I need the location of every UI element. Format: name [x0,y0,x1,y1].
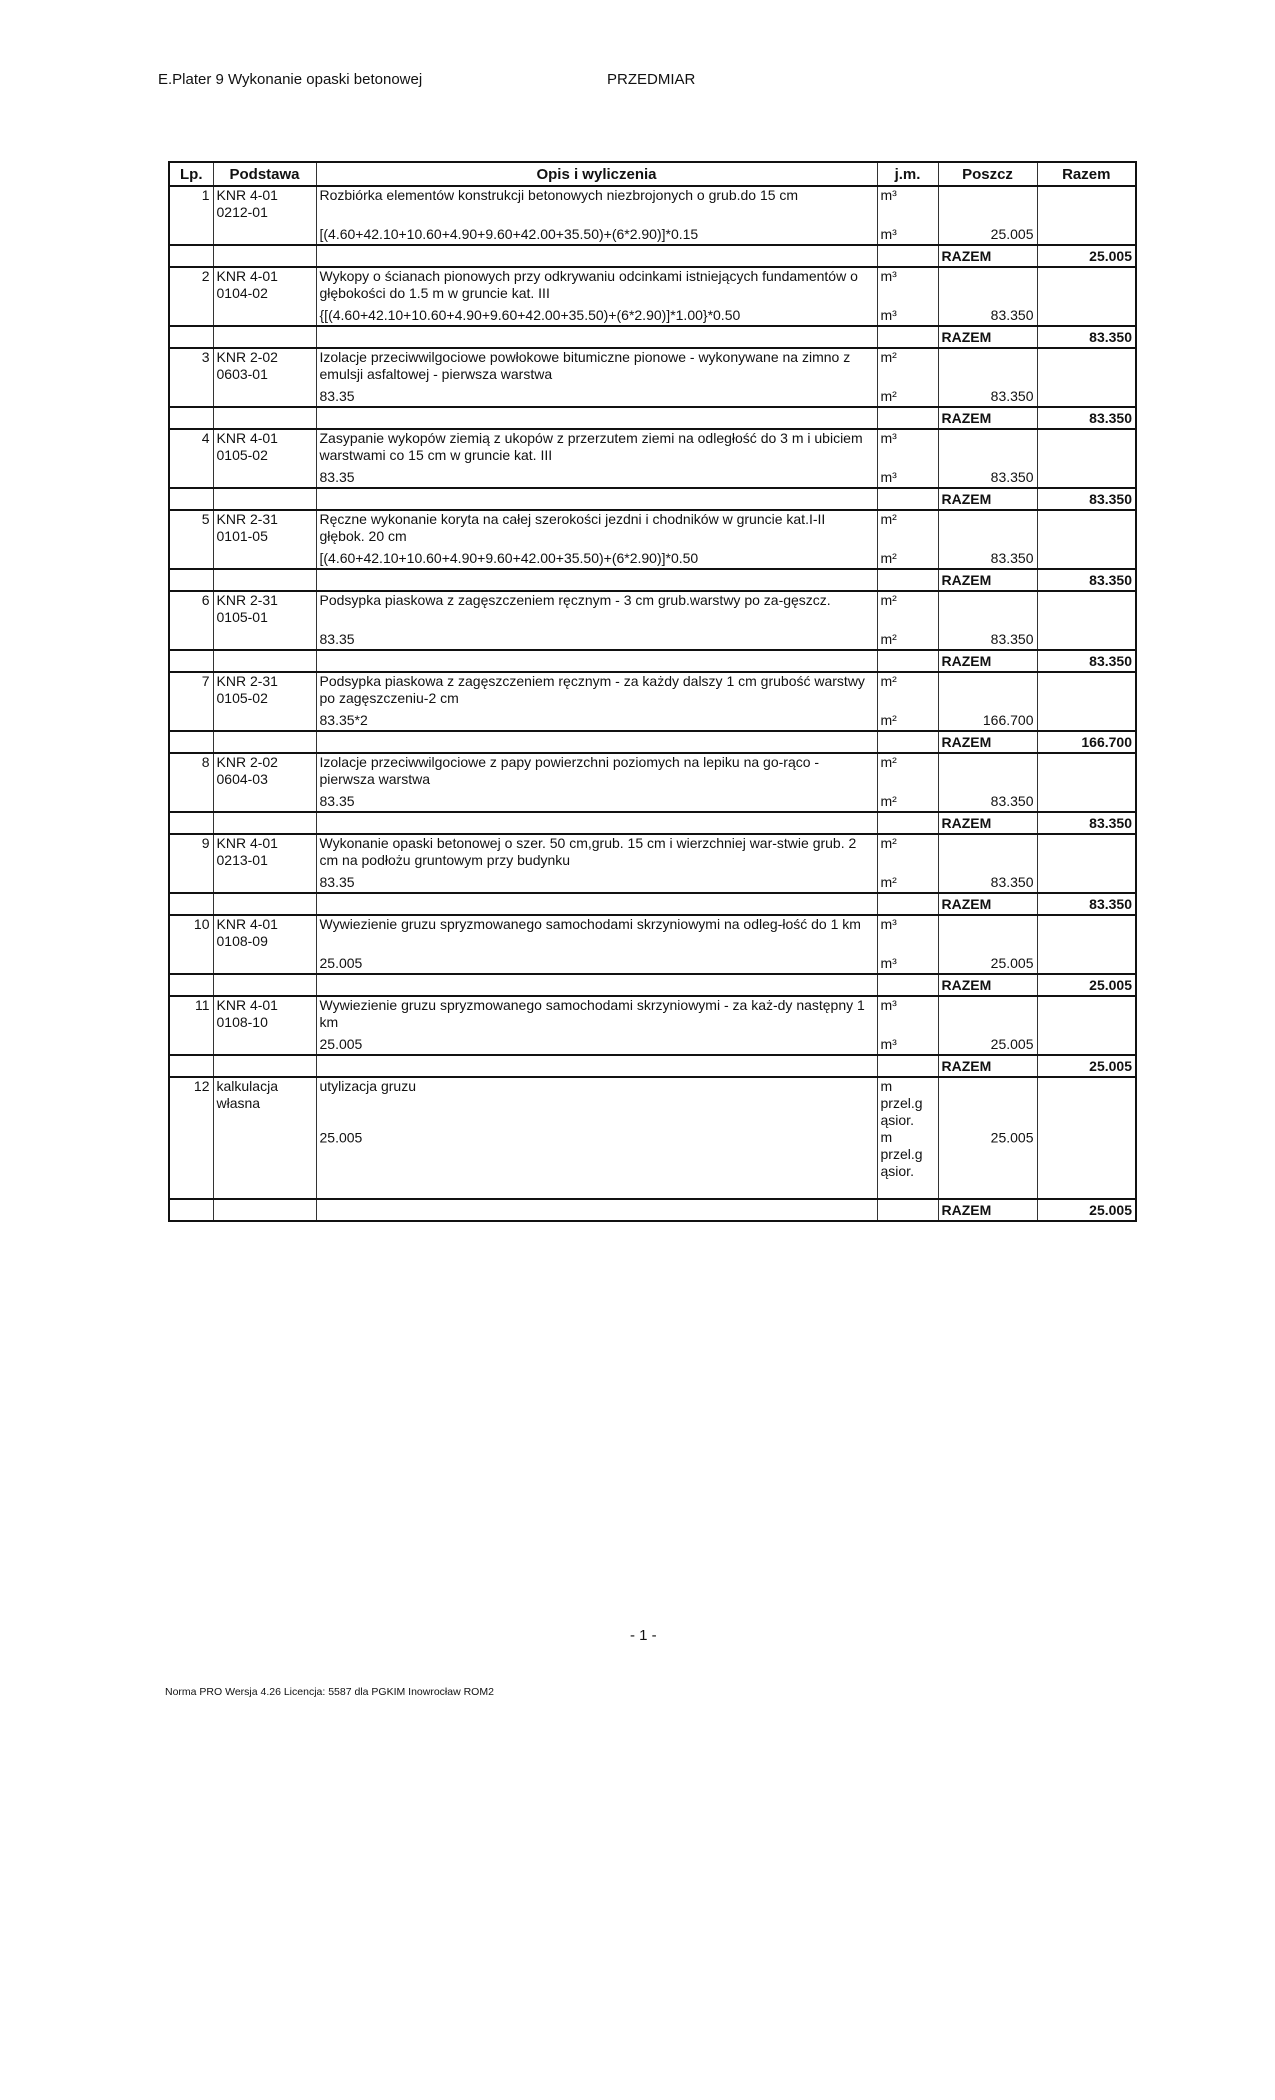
table-row [169,915,1136,974]
item-poszcz-cell [938,348,1037,407]
column-header-opis: Opis i wyliczenia [316,162,877,186]
sum-row [169,893,1136,915]
item-poszcz-cell [938,834,1037,893]
item-poszcz-cell [938,753,1037,812]
item-formula: [(4.60+42.10+10.60+4.90+9.60+42.00+35.50)+(6*2.90)]*0.50 [319,550,699,566]
item-description: Zasypanie wykopów ziemią z ukopów z przerzutem ziemi na odległość do 3 m i ubiciem warstwami co 15 cm w gruncie kat. III [319,430,863,463]
sum-label: RAZEM [938,1199,1037,1221]
column-header-podstawa: Podstawa [213,162,316,186]
item-description: Rozbiórka elementów konstrukcji betonowych niezbrojonych o grub.do 15 cm [319,187,799,203]
item-poszcz-cell [938,915,1037,974]
item-poszcz-cell [938,672,1037,731]
empty-cell [213,569,316,591]
item-jm-cell [877,348,938,407]
item-razem-empty [1037,267,1136,326]
sum-label: RAZEM [938,407,1037,429]
sum-label: RAZEM [938,1055,1037,1077]
item-razem-empty [1037,186,1136,245]
item-lp: 1 [169,186,213,245]
item-jm-cell [877,510,938,569]
empty-cell [213,650,316,672]
table-row [169,429,1136,488]
item-formula: 83.35 [319,469,355,485]
empty-cell [169,488,213,510]
item-poszcz-cell [938,996,1037,1055]
item-poszcz: 25.005 [990,226,1034,242]
item-poszcz: 25.005 [990,955,1034,971]
item-description: Izolacje przeciwwilgociowe z papy powierzchni poziomych na lepiku na go-rąco - pierwsza warstwa [319,754,820,787]
table-row [169,1077,1136,1199]
item-formula: 83.35 [319,793,355,809]
item-unit-result: m przel.g ąsior. [880,1129,923,1179]
empty-cell [213,245,316,267]
item-formula: 83.35 [319,874,355,890]
empty-cell [213,974,316,996]
empty-cell [316,245,877,267]
sum-value: 83.350 [1037,488,1136,510]
item-podstawa: KNR 2-02 0603-01 [213,348,316,407]
item-razem-empty [1037,348,1136,407]
item-podstawa: KNR 4-01 0105-02 [213,429,316,488]
table-row [169,591,1136,650]
empty-cell [877,974,938,996]
item-description: Wywiezienie gruzu spryzmowanego samochodami skrzyniowymi na odleg-łość do 1 km [319,916,861,932]
sum-value: 25.005 [1037,1055,1136,1077]
item-jm-cell [877,267,938,326]
empty-cell [169,1055,213,1077]
empty-cell [213,1055,316,1077]
item-formula: 83.35 [319,631,355,647]
empty-cell [213,893,316,915]
item-unit-result: m² [880,388,897,404]
item-lp: 7 [169,672,213,731]
empty-cell [169,407,213,429]
empty-cell [877,893,938,915]
item-razem-empty [1037,672,1136,731]
item-unit: m³ [880,187,897,203]
item-lp: 8 [169,753,213,812]
item-opis-cell [316,267,877,326]
item-formula: 83.35*2 [319,712,368,728]
item-unit-result: m² [880,793,897,809]
item-description: Ręczne wykonanie koryta na całej szerokości jezdni i chodników w gruncie kat.I-II głębok. 20 cm [319,511,826,544]
item-unit: m³ [880,430,897,446]
table-row [169,348,1136,407]
sum-row [169,731,1136,753]
item-lp: 12 [169,1077,213,1199]
item-formula: 25.005 [319,1129,363,1146]
item-description: Podsypka piaskowa z zagęszczeniem ręcznym - za każdy dalszy 1 cm grubość warstwy po zagęszczeniu-2 cm [319,673,865,706]
item-unit-result: m² [880,550,897,566]
item-lp: 2 [169,267,213,326]
sum-row [169,974,1136,996]
item-formula: {[(4.60+42.10+10.60+4.90+9.60+42.00+35.50)+(6*2.90)]*1.00}*0.50 [319,307,741,323]
estimate-table [168,161,1137,1222]
item-opis-cell [316,348,877,407]
item-poszcz: 166.700 [982,712,1034,728]
item-poszcz-cell [938,429,1037,488]
item-description: Wywiezienie gruzu spryzmowanego samochodami skrzyniowymi - za każ-dy następny 1 km [319,997,865,1030]
item-description: Izolacje przeciwwilgociowe powłokowe bitumiczne pionowe - wykonywane na zimno z emulsji asfaltowej - pierwsza warstwa [319,349,851,382]
item-unit-result: m² [880,712,897,728]
sum-row [169,1055,1136,1077]
item-formula: 25.005 [319,955,363,971]
item-poszcz-cell [938,267,1037,326]
empty-cell [877,245,938,267]
empty-cell [316,1199,877,1221]
item-jm-cell [877,834,938,893]
item-unit: m² [880,511,897,527]
empty-cell [169,650,213,672]
table-row [169,834,1136,893]
item-unit: m² [880,754,897,770]
sum-value: 25.005 [1037,974,1136,996]
item-formula: 25.005 [319,1036,363,1052]
item-unit-result: m² [880,631,897,647]
empty-cell [316,650,877,672]
table-row [169,267,1136,326]
empty-cell [169,974,213,996]
empty-cell [169,1199,213,1221]
item-unit: m² [880,592,897,608]
sum-value: 83.350 [1037,812,1136,834]
empty-cell [316,326,877,348]
page-number: - 1 - [630,1627,657,1644]
empty-cell [169,569,213,591]
empty-cell [877,812,938,834]
sum-label: RAZEM [938,731,1037,753]
item-poszcz: 25.005 [990,1129,1034,1146]
item-jm-cell [877,186,938,245]
sum-value: 83.350 [1037,893,1136,915]
item-lp: 10 [169,915,213,974]
sum-value: 83.350 [1037,326,1136,348]
item-description: Podsypka piaskowa z zagęszczeniem ręcznym - 3 cm grub.warstwy po za-gęszcz. [319,592,831,608]
item-jm-cell [877,1077,938,1199]
empty-cell [877,326,938,348]
empty-cell [316,893,877,915]
item-poszcz: 83.350 [990,550,1034,566]
item-description: Wykonanie opaski betonowej o szer. 50 cm,grub. 15 cm i wierzchniej war-stwie grub. 2 cm na podłożu gruntowym przy budynku [319,835,857,868]
sum-label: RAZEM [938,650,1037,672]
table-row [169,186,1136,245]
empty-cell [316,569,877,591]
item-razem-empty [1037,753,1136,812]
item-podstawa: KNR 2-31 0105-02 [213,672,316,731]
item-unit: m² [880,835,897,851]
empty-cell [213,488,316,510]
item-podstawa: KNR 4-01 0213-01 [213,834,316,893]
empty-cell [877,731,938,753]
sum-label: RAZEM [938,326,1037,348]
table-header-row [169,162,1136,186]
empty-cell [877,1199,938,1221]
item-podstawa: KNR 2-31 0105-01 [213,591,316,650]
sum-row [169,326,1136,348]
item-unit: m² [880,673,897,689]
table-row [169,672,1136,731]
item-razem-empty [1037,996,1136,1055]
empty-cell [213,326,316,348]
item-jm-cell [877,429,938,488]
sum-label: RAZEM [938,488,1037,510]
item-opis-cell [316,915,877,974]
item-unit-result: m³ [880,955,897,971]
item-unit: m przel.g ąsior. [880,1078,923,1128]
sum-value: 25.005 [1037,245,1136,267]
item-poszcz: 83.350 [990,874,1034,890]
item-unit-result: m² [880,874,897,890]
empty-cell [169,893,213,915]
sum-row [169,407,1136,429]
empty-cell [316,1055,877,1077]
item-opis-cell [316,186,877,245]
column-header-jm: j.m. [877,162,938,186]
sum-row [169,812,1136,834]
item-unit-result: m³ [880,469,897,485]
item-razem-empty [1037,915,1136,974]
sum-row [169,569,1136,591]
item-opis-cell [316,510,877,569]
item-jm-cell [877,591,938,650]
item-opis-cell [316,996,877,1055]
sum-label: RAZEM [938,974,1037,996]
table-row [169,510,1136,569]
item-poszcz-cell [938,591,1037,650]
item-poszcz: 83.350 [990,388,1034,404]
empty-cell [213,407,316,429]
sum-label: RAZEM [938,569,1037,591]
item-podstawa: KNR 4-01 0104-02 [213,267,316,326]
item-podstawa: KNR 2-31 0101-05 [213,510,316,569]
item-unit: m³ [880,268,897,284]
sum-row [169,650,1136,672]
item-razem-empty [1037,429,1136,488]
item-opis-cell [316,591,877,650]
column-header-lp: Lp. [169,162,213,186]
sum-label: RAZEM [938,812,1037,834]
item-jm-cell [877,672,938,731]
item-poszcz: 83.350 [990,469,1034,485]
item-opis-cell [316,429,877,488]
item-poszcz: 83.350 [990,631,1034,647]
item-unit: m³ [880,916,897,932]
sum-row [169,245,1136,267]
empty-cell [213,1199,316,1221]
empty-cell [169,326,213,348]
item-lp: 4 [169,429,213,488]
item-formula: [(4.60+42.10+10.60+4.90+9.60+42.00+35.50)+(6*2.90)]*0.15 [319,226,699,242]
sum-value: 83.350 [1037,569,1136,591]
empty-cell [169,731,213,753]
item-podstawa: KNR 4-01 0212-01 [213,186,316,245]
item-podstawa: kalkulacja własna [213,1077,316,1199]
software-footer: Norma PRO Wersja 4.26 Licencja: 5587 dla PGKIM Inowrocław ROM2 [165,1686,494,1698]
item-poszcz: 83.350 [990,793,1034,809]
item-jm-cell [877,915,938,974]
item-unit-result: m³ [880,226,897,242]
empty-cell [169,812,213,834]
item-lp: 3 [169,348,213,407]
item-poszcz-cell [938,186,1037,245]
item-poszcz-cell [938,1077,1037,1199]
item-opis-cell [316,753,877,812]
item-podstawa: KNR 4-01 0108-09 [213,915,316,974]
item-opis-cell [316,834,877,893]
item-opis-cell [316,1077,877,1199]
item-unit-result: m³ [880,1036,897,1052]
empty-cell [316,488,877,510]
item-razem-empty [1037,510,1136,569]
empty-cell [877,407,938,429]
empty-cell [877,1055,938,1077]
item-unit: m³ [880,997,897,1013]
empty-cell [877,488,938,510]
sum-value: 25.005 [1037,1199,1136,1221]
item-lp: 11 [169,996,213,1055]
sum-value: 83.350 [1037,407,1136,429]
item-poszcz: 25.005 [990,1036,1034,1052]
table-row [169,753,1136,812]
item-podstawa: KNR 2-02 0604-03 [213,753,316,812]
column-header-razem: Razem [1037,162,1136,186]
sum-label: RAZEM [938,893,1037,915]
empty-cell [213,812,316,834]
item-poszcz: 83.350 [990,307,1034,323]
empty-cell [169,245,213,267]
sum-label: RAZEM [938,245,1037,267]
item-unit-result: m³ [880,307,897,323]
empty-cell [877,650,938,672]
column-header-poszcz: Poszcz [938,162,1037,186]
item-podstawa: KNR 4-01 0108-10 [213,996,316,1055]
item-razem-empty [1037,834,1136,893]
item-lp: 6 [169,591,213,650]
empty-cell [316,407,877,429]
document-type: PRZEDMIAR [607,71,696,88]
item-formula: 83.35 [319,388,355,404]
item-razem-empty [1037,591,1136,650]
table-row [169,996,1136,1055]
empty-cell [877,569,938,591]
empty-cell [213,731,316,753]
sum-row [169,488,1136,510]
empty-cell [316,974,877,996]
item-opis-cell [316,672,877,731]
item-jm-cell [877,996,938,1055]
empty-cell [316,812,877,834]
empty-cell [316,731,877,753]
item-lp: 9 [169,834,213,893]
item-lp: 5 [169,510,213,569]
item-razem-empty [1037,1077,1136,1199]
sum-value: 83.350 [1037,650,1136,672]
sum-value: 166.700 [1037,731,1136,753]
item-jm-cell [877,753,938,812]
item-description: Wykopy o ścianach pionowych przy odkrywaniu odcinkami istniejących fundamentów o głębokości do 1.5 m w gruncie kat. III [319,268,858,301]
item-description: utylizacja gruzu [319,1078,416,1094]
sum-row [169,1199,1136,1221]
item-unit: m² [880,349,897,365]
document-title: E.Plater 9 Wykonanie opaski betonowej [158,71,423,88]
item-poszcz-cell [938,510,1037,569]
